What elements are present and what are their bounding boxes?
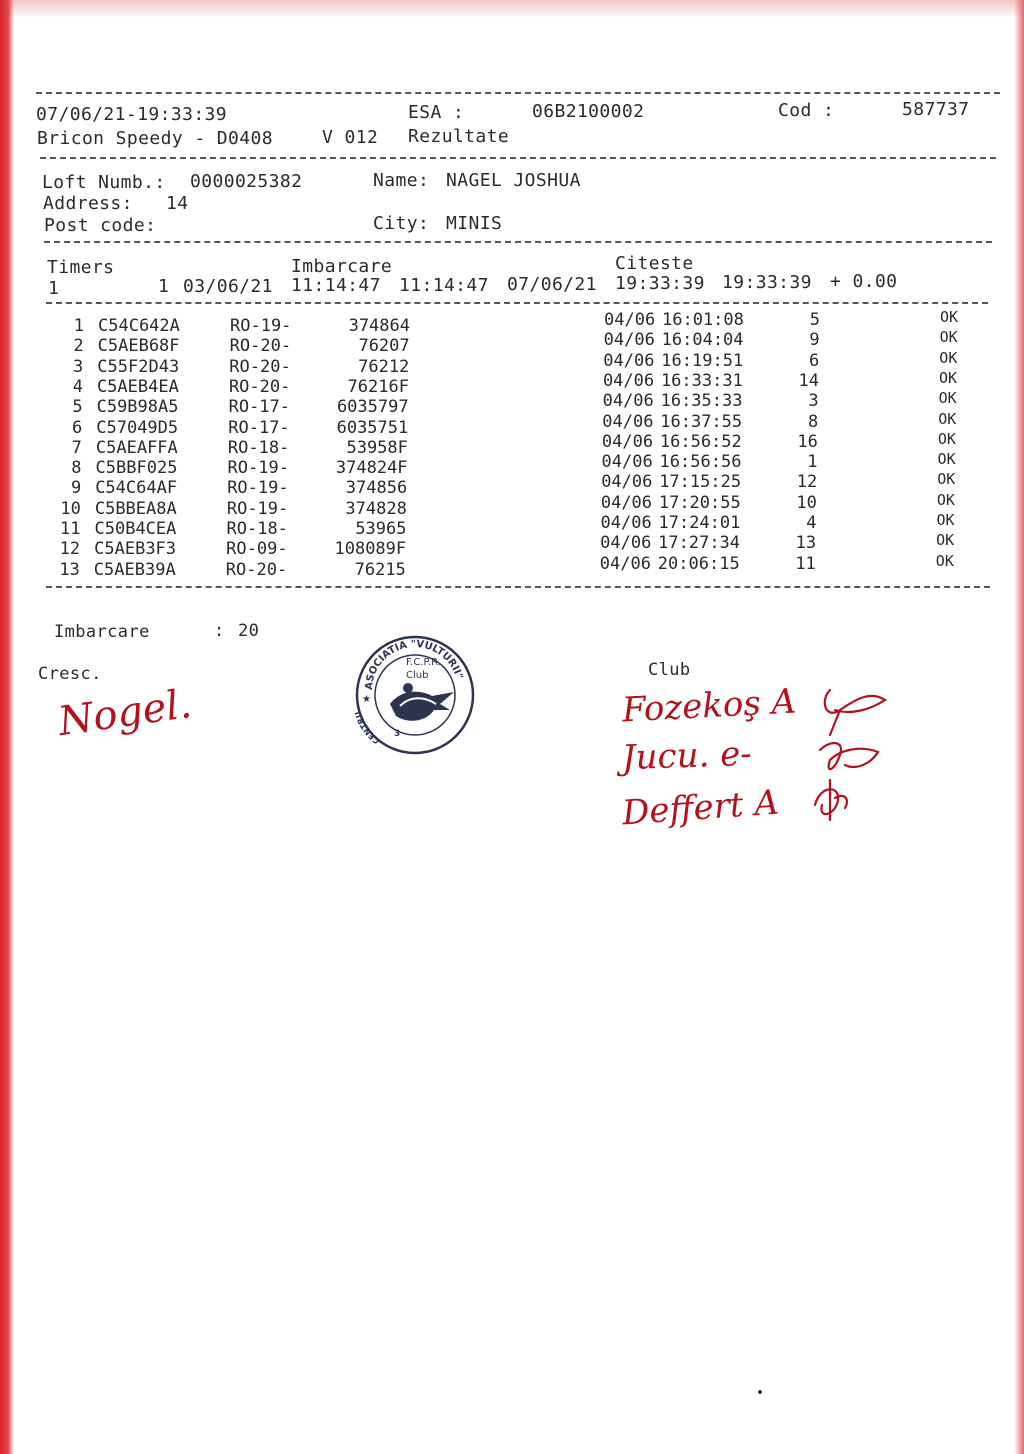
result-date: 04/06 [600, 513, 652, 533]
result-n: 13 [59, 559, 80, 580]
separator-loft [44, 241, 992, 243]
result-row [0, 551, 1024, 580]
timer-row-index: 1 [48, 278, 60, 299]
result-status: OK [937, 429, 956, 448]
result-pos: 16 [797, 431, 818, 452]
result-date: 04/06 [601, 431, 654, 452]
club-label: Club [648, 660, 691, 680]
footer-imbarcare-separator: : [214, 621, 225, 641]
result-date: 04/06 [601, 472, 653, 493]
result-pos: 8 [808, 411, 819, 432]
stamp-text-top: ASOCIATIA "VULTURII" [363, 638, 465, 691]
separator-results [46, 586, 990, 588]
result-row [0, 308, 1024, 336]
result-pos: 14 [798, 370, 819, 391]
club-stamp [350, 630, 480, 760]
result-ring: 374824F [335, 458, 408, 479]
result-chip: C50B4CEA [94, 519, 177, 539]
timer-citeste-time-2: 19:33:39 [722, 272, 812, 293]
paper-edge-left [0, 0, 14, 1454]
result-ring: 76215 [354, 559, 406, 580]
result-ring: 6035751 [336, 417, 409, 438]
result-ring: 76207 [358, 336, 410, 357]
result-ring: 6035797 [336, 397, 409, 418]
result-time: 16:01:08 [662, 310, 744, 330]
result-pos: 6 [809, 350, 820, 371]
name-value: NAGEL JOSHUA [446, 170, 581, 191]
timer-offset: + 0.00 [830, 271, 898, 292]
result-status: OK [935, 551, 954, 570]
result-ring: 53958F [346, 437, 408, 458]
result-status: OK [936, 490, 955, 509]
result-pos: 13 [795, 533, 817, 554]
club-initials-signatures [800, 680, 900, 830]
result-time: 16:33:31 [660, 370, 743, 391]
footer-imbarcare-label: Imbarcare [54, 622, 150, 642]
club-signature-2: Jucu. e- [621, 733, 753, 779]
result-ring: 76212 [358, 356, 410, 377]
footer-imbarcare-value: 20 [238, 621, 260, 641]
result-series: RO-18- [226, 519, 288, 539]
result-ring: 76216F [347, 376, 409, 397]
result-chip: C5AEB4EA [96, 376, 179, 397]
result-time: 17:20:55 [658, 492, 741, 513]
result-date: 04/06 [602, 411, 654, 432]
result-pos: 10 [796, 492, 817, 513]
result-chip: C5AEAFFA [95, 437, 178, 458]
loft-number-label: Loft Numb.: [42, 172, 166, 193]
result-date: 04/06 [601, 452, 653, 473]
result-n: 8 [71, 458, 82, 479]
result-row [0, 490, 1024, 519]
separator-header [40, 157, 996, 159]
result-ring: 108089F [334, 539, 407, 560]
result-time: 16:35:33 [660, 391, 743, 412]
timers-imbarcare-label: Imbarcare [291, 256, 393, 277]
result-series: RO-19- [230, 316, 292, 336]
postcode-label: Post code: [44, 215, 157, 236]
timers-label: Timers [47, 257, 115, 278]
cresc-signature: Nogel. [55, 680, 195, 746]
device-version: V 012 [322, 127, 379, 148]
result-time: 16:04:04 [661, 330, 744, 351]
separator-timers [46, 302, 988, 304]
stamp-text-mid: F.C.P.R. [406, 657, 441, 668]
result-pos: 4 [806, 513, 817, 533]
result-time: 17:24:01 [658, 513, 741, 533]
loft-number-value: 0000025382 [190, 171, 303, 192]
result-time: 17:15:25 [659, 472, 742, 493]
result-status: OK [940, 308, 959, 326]
result-pos: 5 [809, 310, 820, 330]
result-date: 04/06 [604, 310, 656, 330]
result-n: 11 [60, 519, 81, 539]
timer-row-number: 1 [158, 276, 170, 297]
paper-edge-right [1014, 0, 1024, 1454]
timer-imbarcare-time-1: 11:14:47 [291, 275, 381, 296]
result-n: 2 [73, 336, 84, 357]
result-n: 12 [59, 539, 81, 560]
result-n: 10 [60, 498, 81, 519]
paper-edge-top [0, 0, 1024, 18]
stamp-text-club: Club [406, 670, 429, 681]
result-ring: 374864 [348, 316, 410, 336]
result-chip: C5BBEA8A [94, 498, 177, 519]
result-time: 20:06:15 [657, 553, 740, 574]
result-chip: C57049D5 [96, 417, 179, 438]
result-chip: C5BBF025 [95, 458, 178, 479]
result-series: RO-19- [226, 498, 289, 519]
esa-value: 06B2100002 [532, 101, 645, 122]
result-n: 4 [72, 376, 83, 397]
result-status: OK [938, 368, 957, 387]
result-ring: 374856 [345, 478, 408, 499]
timers-citeste-label: Citeste [615, 253, 694, 274]
result-n: 1 [73, 316, 84, 336]
result-row [0, 429, 1024, 458]
timer-citeste-date: 07/06/21 [507, 274, 597, 295]
result-status: OK [936, 511, 955, 529]
result-series: RO-19- [227, 458, 289, 479]
result-chip: C55F2D43 [97, 356, 180, 377]
result-n: 6 [72, 417, 83, 438]
result-time: 17:27:34 [658, 533, 741, 554]
result-status: OK [939, 328, 958, 347]
result-n: 7 [71, 437, 82, 458]
result-row [0, 368, 1024, 397]
result-status: OK [937, 470, 956, 489]
result-date: 04/06 [600, 492, 653, 513]
club-signature-1: Fozekoş A [621, 681, 798, 731]
result-chip: C54C64AF [95, 478, 178, 499]
separator-top [36, 92, 1000, 94]
city-label: City: [373, 213, 430, 234]
stamp-number: 3 [394, 729, 401, 739]
result-row [0, 348, 1024, 377]
result-chip: C59B98A5 [96, 397, 179, 418]
result-n: 3 [73, 356, 84, 377]
result-series: RO-09- [226, 539, 288, 560]
result-date: 04/06 [599, 553, 651, 574]
result-status: OK [938, 389, 957, 408]
cod-value: 587737 [902, 99, 970, 120]
pigeon-icon [390, 683, 454, 721]
result-pos: 12 [796, 472, 818, 493]
result-series: RO-17- [228, 397, 291, 418]
result-row [0, 450, 1024, 479]
result-ring: 374828 [345, 498, 407, 519]
name-label: Name: [373, 170, 430, 191]
result-series: RO-20- [228, 376, 291, 397]
result-pos: 9 [809, 330, 820, 351]
city-value: MINIS [446, 213, 503, 234]
result-date: 04/06 [603, 350, 655, 371]
cod-label: Cod : [778, 100, 835, 121]
result-chip: C54C642A [98, 316, 180, 336]
result-row [0, 409, 1024, 438]
result-series: RO-18- [227, 437, 290, 458]
result-pos: 1 [807, 452, 818, 473]
club-signature-3: Deffert A [620, 782, 781, 834]
document-title: Rezultate [408, 126, 510, 147]
svg-text:CENTRU [353, 710, 381, 745]
result-n: 5 [72, 397, 83, 418]
result-time: 16:56:56 [659, 452, 742, 473]
result-time: 16:37:55 [660, 411, 743, 432]
result-chip: C5AEB3F3 [94, 539, 177, 560]
timer-citeste-time-1: 19:33:39 [615, 273, 705, 294]
result-date: 04/06 [600, 533, 652, 554]
address-label: Address: [43, 193, 133, 214]
timer-imbarcare-time-2: 11:14:47 [399, 275, 489, 296]
result-series: RO-20- [225, 559, 288, 580]
print-datetime: 07/06/21-19:33:39 [36, 104, 228, 125]
stamp-star-icon: ★ [362, 694, 371, 705]
result-series: RO-20- [229, 336, 292, 357]
result-chip: C5AEB39A [93, 559, 176, 580]
result-status: OK [936, 531, 955, 550]
result-status: OK [937, 450, 956, 469]
result-row [0, 470, 1024, 499]
result-status: OK [938, 409, 957, 428]
result-time: 16:19:51 [661, 350, 744, 371]
result-row [0, 328, 1024, 357]
result-time: 16:56:52 [659, 431, 742, 452]
stamp-text-side: CENTRU [353, 710, 382, 746]
result-pos: 11 [795, 553, 816, 574]
result-date: 04/06 [603, 330, 655, 351]
device-name: Bricon Speedy - D0408 [37, 128, 273, 149]
timer-imbarcare-date: 03/06/21 [183, 276, 273, 297]
result-date: 04/06 [602, 391, 654, 412]
result-status: OK [939, 348, 958, 367]
result-pos: 3 [808, 391, 819, 412]
esa-label: ESA : [408, 102, 465, 123]
result-series: RO-19- [227, 478, 289, 499]
result-row [0, 389, 1024, 418]
result-series: RO-20- [229, 356, 291, 377]
address-value: 14 [166, 193, 189, 214]
result-n: 9 [70, 478, 82, 499]
result-chip: C5AEB68F [97, 336, 180, 357]
result-row [0, 511, 1024, 539]
result-ring: 53965 [355, 519, 407, 539]
result-row [0, 531, 1024, 560]
paper-speck [758, 1390, 762, 1394]
result-date: 04/06 [602, 370, 655, 391]
cresc-label: Cresc. [38, 664, 102, 684]
result-series: RO-17- [228, 417, 290, 438]
